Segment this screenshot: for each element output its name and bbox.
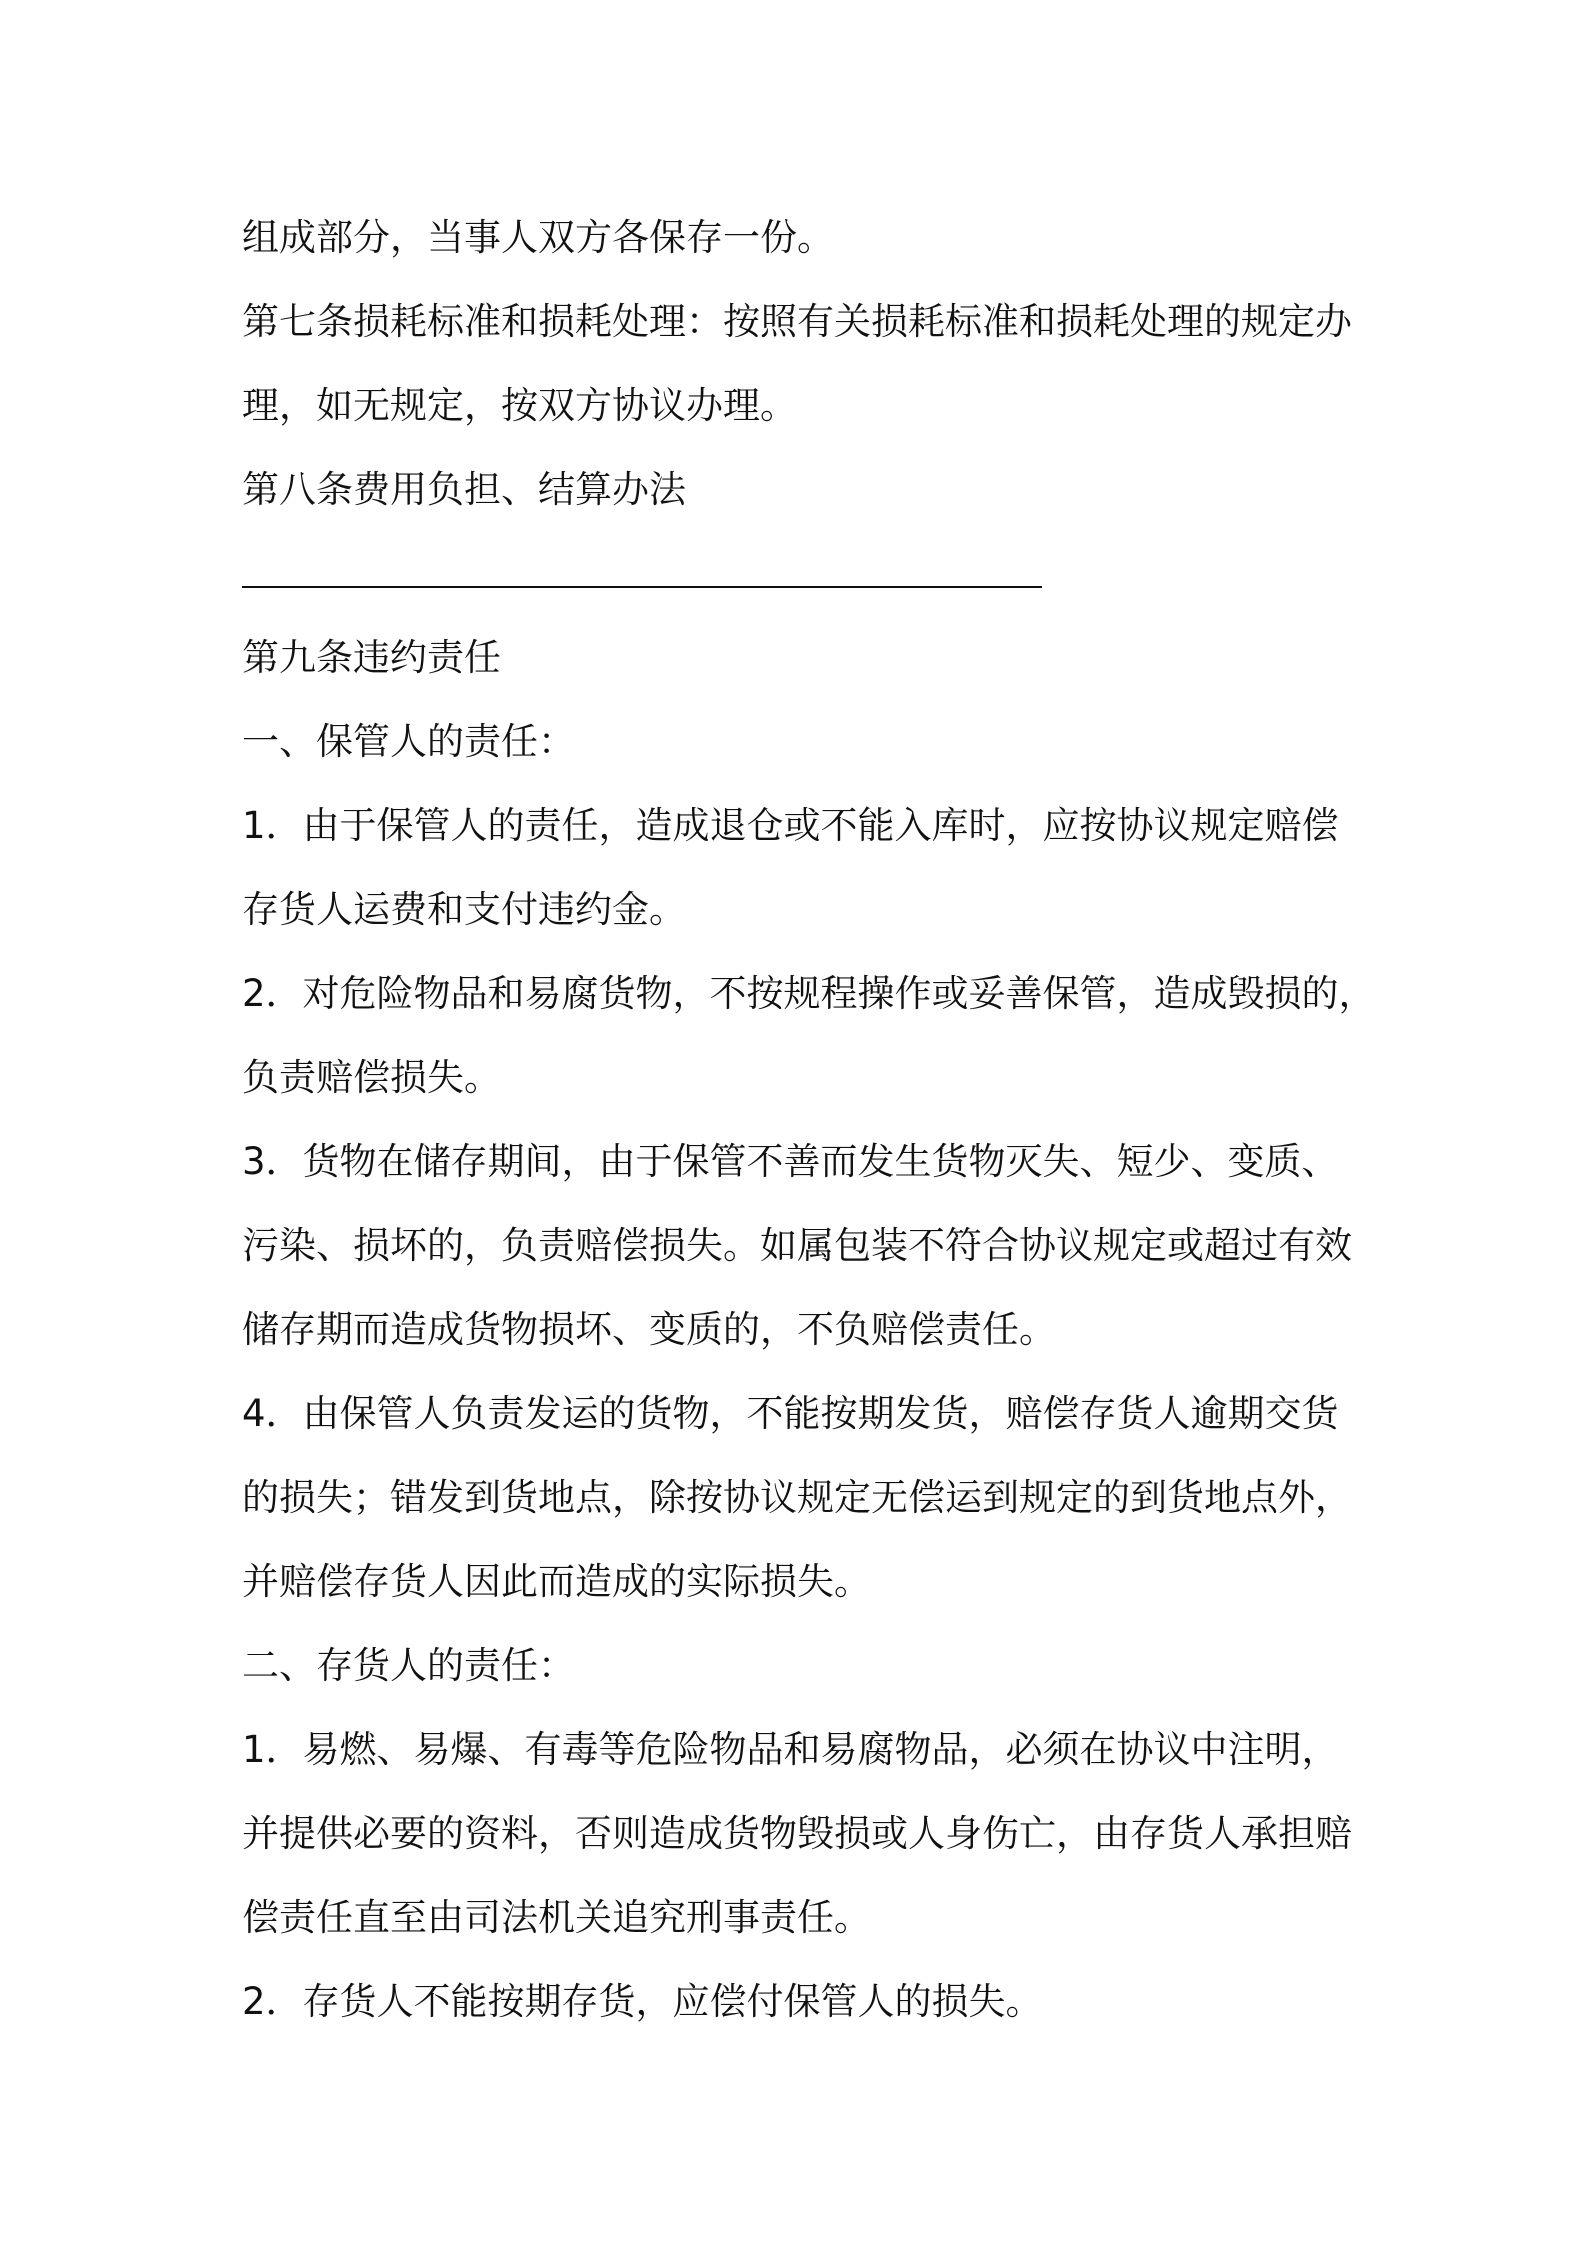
text-line: 4．由保管人负责发运的货物，不能按期发货，赔偿存货人逾期交货: [242, 1392, 1339, 1435]
article-8-heading: 第八条费用负担、结算办法: [242, 468, 686, 511]
document-body: [242, 196, 1376, 2044]
text-line: 2．存货人不能按期存货，应偿付保管人的损失。: [242, 1980, 1043, 2023]
text-line: 3．货物在储存期间，由于保管不善而发生货物灭失、短少、变质、: [242, 1140, 1339, 1183]
text-line: 负责赔偿损失。: [242, 1056, 501, 1099]
text-line: 1．由于保管人的责任，造成退仓或不能入库时，应按协议规定赔偿: [242, 804, 1339, 847]
text-line: 2．对危险物品和易腐货物，不按规程操作或妥善保管，造成毁损的，: [242, 972, 1376, 1015]
blank-underline: [242, 586, 1042, 588]
text-line: 理，如无规定，按双方协议办理。: [242, 384, 797, 427]
text-line: 第七条损耗标准和损耗处理：按照有关损耗标准和损耗处理的规定办: [242, 300, 1352, 343]
text-line: 并赔偿存货人因此而造成的实际损失。: [242, 1560, 871, 1603]
text-line: 污染、损坏的，负责赔偿损失。如属包装不符合协议规定或超过有效: [242, 1224, 1352, 1267]
section-heading: 一、保管人的责任：: [242, 720, 575, 763]
article-9-heading: 第九条违约责任: [242, 636, 501, 679]
fill-in-blank-line: [242, 532, 1362, 616]
text-line: 1．易燃、易爆、有毒等危险物品和易腐物品，必须在协议中注明，: [242, 1728, 1339, 1771]
text-line: 并提供必要的资料，否则造成货物毁损或人身伤亡，由存货人承担赔: [242, 1812, 1352, 1855]
text-line: 存货人运费和支付违约金。: [242, 888, 686, 931]
text-line: 的损失；错发到货地点，除按协议规定无偿运到规定的到货地点外，: [242, 1476, 1352, 1519]
text-line: 组成部分，当事人双方各保存一份。: [242, 216, 834, 259]
text-line: 储存期而造成货物损坏、变质的，不负赔偿责任。: [242, 1308, 1056, 1351]
section-heading: 二、存货人的责任：: [242, 1644, 575, 1687]
text-line: 偿责任直至由司法机关追究刑事责任。: [242, 1896, 871, 1939]
